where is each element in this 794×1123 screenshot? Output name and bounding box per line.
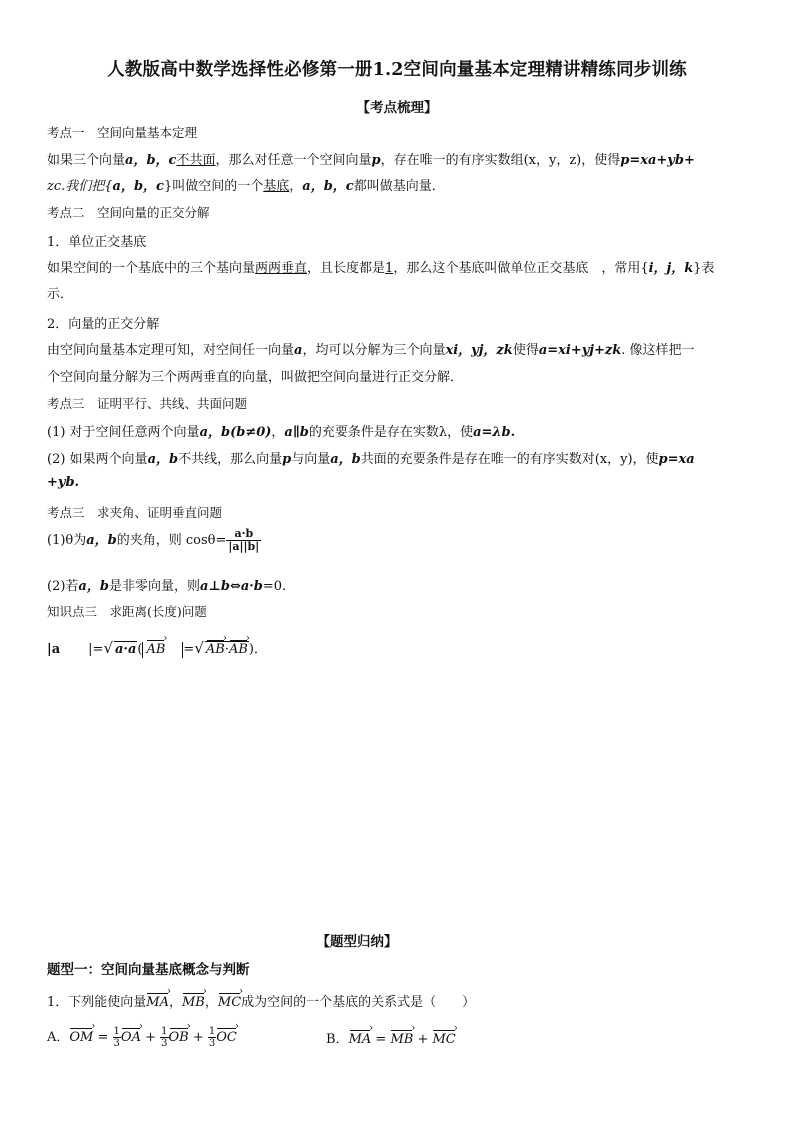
text: 1．下列能使向量 <box>47 995 147 1010</box>
vector-oc: OC › <box>216 1030 237 1045</box>
text: ， <box>168 995 182 1010</box>
vector-ob: OB › <box>169 1030 189 1045</box>
topic-2-sub-2: 2．向量的正交分解 <box>47 317 160 332</box>
topic-4-line-2 <box>47 575 286 594</box>
text: (1) 对于空间任意两个向量 <box>47 425 200 440</box>
topic-1-line-2 <box>47 175 445 194</box>
denominator: 3 <box>208 1038 216 1049</box>
topic-1-line-1 <box>47 149 695 168</box>
text: }叫做空间的一个 <box>163 179 264 194</box>
question-type-1-title: 题型一：空间向量基底概念与判断 <box>47 962 250 978</box>
text: 是非零向量，则 <box>108 579 200 594</box>
formula: |a <box>47 642 61 657</box>
text: =0. <box>262 579 287 594</box>
sqrt-icon: √ <box>194 639 204 657</box>
vector-a: a <box>294 343 303 358</box>
text: (2) 如果两个向量 <box>47 452 148 467</box>
option-label: A． <box>47 1030 70 1045</box>
topic-5-title: 知识点三 求距离(长度)问题 <box>47 604 207 619</box>
text: 使得 <box>512 343 539 358</box>
formula: a=xi+yj+zk <box>538 343 622 358</box>
formula: a，b <box>147 452 179 467</box>
text: (2)若 <box>47 579 79 594</box>
text: + <box>140 1030 161 1045</box>
vector-mb: MB › <box>390 1032 413 1047</box>
basis-ijk: i，j，k <box>648 261 694 276</box>
vector-ab: AB › <box>146 642 165 657</box>
text: + <box>188 1030 208 1045</box>
option-a[interactable] <box>47 1026 237 1049</box>
vector-abc: a，b，c <box>302 179 354 194</box>
topic-2-line-2: 示． <box>47 287 74 302</box>
formula: p=xa+yb+ <box>620 153 695 168</box>
topic-3-line-3: +yb. <box>47 475 80 490</box>
topic-2-line-1 <box>47 257 715 276</box>
sqrt-icon: √ <box>103 639 113 657</box>
text: zc.我们把{ <box>47 179 113 194</box>
text: 与向量 <box>291 452 331 467</box>
page-title: 人教版高中数学选择性必修第一册1.2空间向量基本定理精讲精练同步训练 <box>107 60 687 80</box>
sqrt-content: a·a <box>115 642 137 657</box>
question-1 <box>47 991 475 1010</box>
text: 共面的充要条件是存在唯一的有序实数对(x，y)，使 <box>360 452 659 467</box>
vector-ab: AB › <box>206 642 225 657</box>
topic-2-line-4: 个空间向量分解为三个两两垂直的向量，叫做把空间向量进行正交分解． <box>47 370 464 385</box>
vector-oa: OA › <box>121 1030 141 1045</box>
numerator: 1 <box>208 1026 216 1037</box>
topic-2-title: 考点二 空间向量的正交分解 <box>47 205 210 220</box>
text: · <box>224 642 229 657</box>
text: = <box>93 1030 113 1045</box>
denominator: 3 <box>161 1038 168 1049</box>
underlined-term: 基底 <box>263 179 290 194</box>
formula: a=λb. <box>473 425 516 440</box>
text: ，那么这个基底叫做单位正交基底 ，常用{ <box>393 261 649 276</box>
numerator: 1 <box>161 1026 168 1037</box>
topic-3-line-2 <box>47 448 695 467</box>
topic-2-line-3 <box>47 339 695 358</box>
formula: a，b(b≠0) <box>199 425 272 440</box>
topic-2-sub-1: 1．单位正交基底 <box>47 235 147 250</box>
text: ，那么对任意一个空间向量 <box>215 153 372 168</box>
section-heading-review: 【考点梳理】 <box>356 100 438 116</box>
topic-1-title: 考点一 空间向量基本定理 <box>47 125 198 140</box>
text: ，均可以分解为三个向量 <box>302 343 446 358</box>
underlined-term: 不共面 <box>176 153 216 168</box>
formula: a，b <box>330 452 361 467</box>
option-b[interactable] <box>326 1028 456 1047</box>
text: 的充要条件是存在实数λ，使 <box>308 425 474 440</box>
text: ( <box>137 642 143 657</box>
vector-om: OM › <box>69 1030 93 1045</box>
text: 由空间向量基本定理可知，对空间任一向量 <box>47 343 295 358</box>
vector-abc: a，b，c <box>112 179 164 194</box>
formula: p=xa <box>658 452 695 467</box>
vector-p: p <box>371 153 381 168</box>
text: (1)θ为 <box>47 533 87 548</box>
formula: xi，yj，zk <box>445 343 513 358</box>
formula: a⊥b⇔a·b <box>199 579 263 594</box>
formula: a∥b <box>284 425 309 440</box>
fraction-one-third <box>160 1026 168 1049</box>
fraction-denominator: |a||b| <box>228 540 260 553</box>
text: 都叫做基向量． <box>353 179 445 194</box>
text: 不共线，那么向量 <box>178 452 283 467</box>
vector-mb: MB › <box>182 995 205 1010</box>
fraction-one-third <box>208 1026 216 1049</box>
text: = <box>183 642 195 657</box>
topic-4-line-1 <box>47 528 261 553</box>
text: + <box>413 1032 433 1047</box>
vector-mc: MC › <box>218 995 241 1010</box>
sqrt-content <box>205 641 249 657</box>
vector-ma: MA › <box>349 1032 372 1047</box>
topic-3-title: 考点三 证明平行、共线、共面问题 <box>47 396 248 411</box>
topic-5-formula <box>47 638 267 658</box>
topic-4-title: 考点三 求夹角、证明垂直问题 <box>47 505 223 520</box>
text: )． <box>248 642 267 657</box>
text: 的夹角，则 cosθ= <box>116 533 227 548</box>
fraction-numerator: a·b <box>226 528 261 541</box>
numerator: 1 <box>113 1026 120 1037</box>
underlined-term: 1 <box>385 261 394 276</box>
text: = <box>371 1032 391 1047</box>
vector-ma: MA › <box>146 995 169 1010</box>
text: ， <box>204 995 218 1010</box>
text: }表 <box>693 261 715 276</box>
vector-mc: MC › <box>432 1032 455 1047</box>
vector-p: p <box>282 452 292 467</box>
text: |= <box>88 642 104 657</box>
vector-abc: a，b，c <box>125 153 177 168</box>
fraction-one-third <box>113 1026 121 1049</box>
abs-bar <box>142 642 143 658</box>
formula: a，b <box>78 579 109 594</box>
underlined-term: 两两垂直 <box>255 261 308 276</box>
cos-fraction <box>226 528 261 553</box>
vector-ab: AB › <box>229 642 248 657</box>
text: 成为空间的一个基底的关系式是（ ） <box>241 995 476 1010</box>
option-label: B． <box>326 1032 349 1047</box>
topic-3-line-1 <box>47 421 515 440</box>
text: ，存在唯一的有序实数组(x，y，z)，使得 <box>380 153 621 168</box>
denominator: 3 <box>113 1038 120 1049</box>
text: . 像这样把一 <box>621 343 695 358</box>
text: ， <box>289 179 303 194</box>
section-heading-types: 【题型归纳】 <box>316 934 398 950</box>
text: ，且长度都是 <box>307 261 386 276</box>
text: ， <box>271 425 285 440</box>
formula: a，b <box>86 533 117 548</box>
text: 如果三个向量 <box>47 153 126 168</box>
text: 如果空间的一个基底中的三个基向量 <box>47 261 256 276</box>
